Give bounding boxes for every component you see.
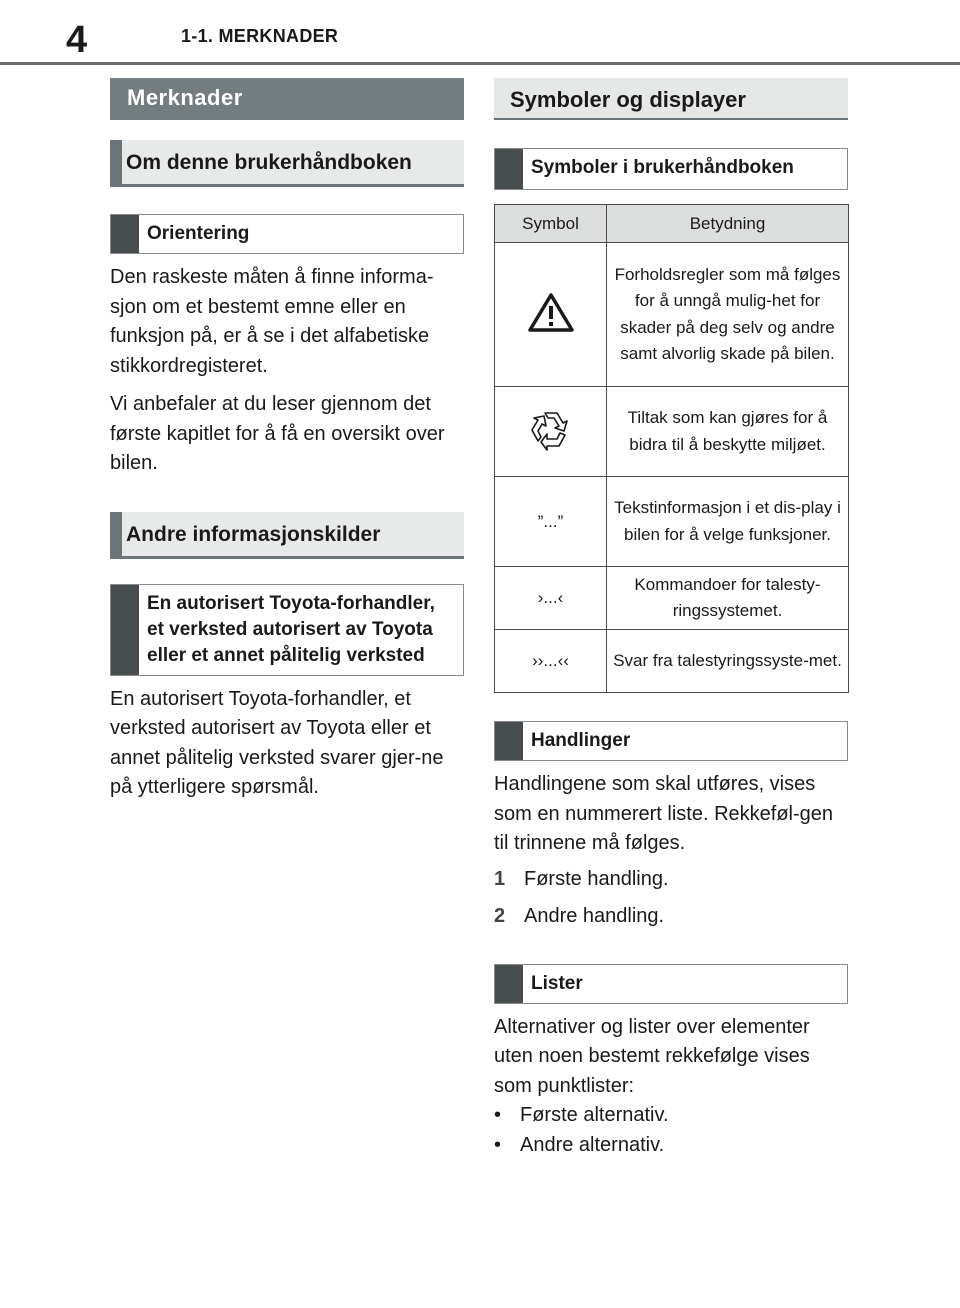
topic-marker <box>495 722 523 760</box>
step-text: Andre handling. <box>524 905 665 927</box>
paragraph-lister: Alternativer og lister over elementer uten noen bestemt rekkefølge vises som punktlister: <box>494 1015 810 1097</box>
topic-marker <box>495 965 523 1003</box>
paragraph-toyota-forhandler: En autorisert Toyota-forhandler, et verksted autorisert av Toyota eller et annet pålitelig verksted svarer gjer-ne på ytterligere spørsmål. <box>110 687 444 798</box>
bullet-marker: • <box>494 1133 502 1156</box>
table-row <box>495 387 849 477</box>
paragraph-handlinger: Handlingene som skal utføres, vises som en nummerert liste. Rekkeføl-gen til trinnene må følges. <box>494 773 834 854</box>
section-title-symboler-og-displayer: Symboler og displayer <box>494 78 848 120</box>
topic-marker <box>111 585 139 675</box>
bullet-item <box>494 1131 848 1161</box>
column-header-betydning: Betydning <box>607 205 849 243</box>
topic-marker <box>495 149 523 189</box>
subsection-header-andre-informasjonskilder <box>110 512 464 559</box>
symbol-table <box>494 204 849 693</box>
right-column <box>494 78 848 1160</box>
table-row <box>495 630 849 693</box>
left-column <box>110 78 464 803</box>
topic-title: Lister <box>531 972 583 994</box>
header-divider <box>0 62 960 65</box>
meaning-cell: Forholdsregler som må følges for å unngå mulig-het for skader på deg selv og andre samt alvorlig skade på bilen. <box>607 243 849 387</box>
column-header-symbol: Symbol <box>495 205 607 243</box>
table-header-row <box>495 205 849 243</box>
topic-title: Symboler i brukerhåndboken <box>531 157 794 178</box>
step-number: 1 <box>494 867 506 890</box>
meaning-cell: Kommandoer for talesty-ringssystemet. <box>607 567 849 630</box>
warning-triangle-icon <box>528 292 574 332</box>
meaning-cell: Tiltak som kan gjøres for å bidra til å beskytte miljøet. <box>607 387 849 477</box>
topic-title: Handlinger <box>531 730 631 751</box>
numbered-step <box>494 902 848 932</box>
numbered-step <box>494 865 848 895</box>
table-row <box>495 477 849 567</box>
table-row <box>495 567 849 630</box>
step-number: 2 <box>494 905 506 927</box>
bullet-marker: • <box>494 1104 502 1126</box>
topic-header-toyota-forhandler <box>110 584 464 676</box>
symbol-cell: ›...‹ <box>495 567 607 630</box>
paragraph-anbefaling: Vi anbefaler at du leser gjennom det første kapitlet for å få en oversikt over bilen. <box>110 393 445 474</box>
page-number: 4 <box>66 19 88 61</box>
meaning-cell: Svar fra talestyringssyste-met. <box>607 630 849 693</box>
paragraph-orientering: Den raskeste måten å finne informa-sjon om et bestemt emne eller en funksjon på, er å se i det alfabetiske stikkordregisteret. <box>110 266 434 377</box>
symbol-cell <box>495 243 607 387</box>
topic-header-handlinger <box>494 721 848 761</box>
subsection-title: Om denne brukerhåndboken <box>126 151 412 174</box>
bullet-item <box>494 1101 848 1131</box>
recycle-icon <box>528 406 574 452</box>
topic-header-lister <box>494 964 848 1004</box>
step-text: Første handling. <box>524 867 669 890</box>
symbol-cell: ”...” <box>495 477 607 567</box>
symbol-cell: ››...‹‹ <box>495 630 607 693</box>
table-row <box>495 243 849 387</box>
symbol-cell <box>495 387 607 477</box>
topic-title: En autorisert Toyota-forhandler, et verksted autorisert av Toyota eller et annet pålitelig verksted <box>147 592 435 666</box>
topic-header-orientering <box>110 214 464 254</box>
subsection-title: Andre informasjonskilder <box>126 522 381 546</box>
topic-marker <box>111 215 139 253</box>
subsection-header-om-brukerhandboken <box>110 140 464 187</box>
topic-title: Orientering <box>147 223 250 244</box>
chapter-title: 1-1. MERKNADER <box>181 26 339 46</box>
topic-header-symboler <box>494 148 848 190</box>
meaning-cell: Tekstinformasjon i et dis-play i bilen for å velge funksjoner. <box>607 477 849 567</box>
bullet-text: Første alternativ. <box>520 1104 669 1126</box>
bullet-text: Andre alternativ. <box>520 1133 665 1156</box>
section-title-merknader: Merknader <box>110 78 464 120</box>
